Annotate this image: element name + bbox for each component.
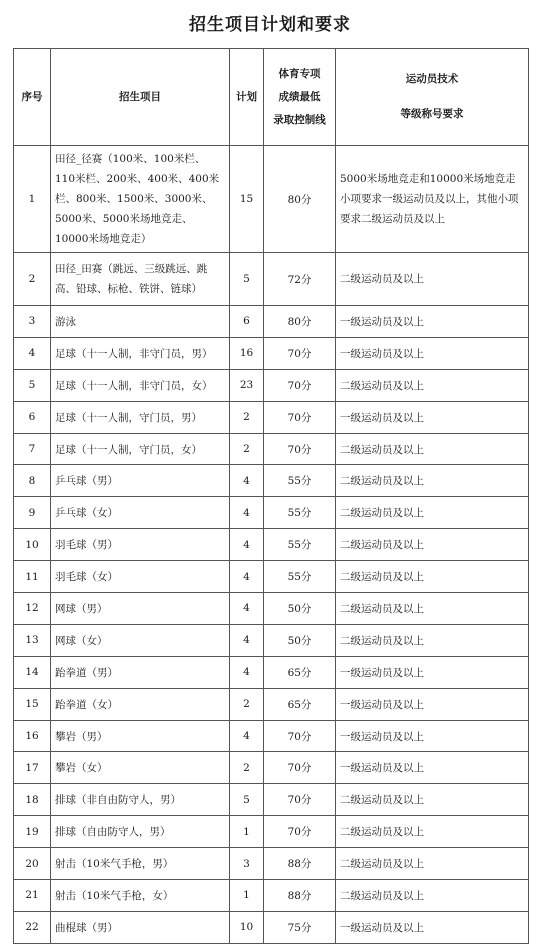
cell-plan: 15 [230,146,264,253]
cell-plan: 4 [230,465,264,497]
cell-level: 二级运动员及以上 [336,880,529,912]
cell-score: 55分 [264,529,336,561]
cell-program: 跆拳道（男） [51,656,230,688]
table-row [14,752,529,784]
cell-program: 攀岩（女） [51,752,230,784]
table-row [14,656,529,688]
cell-seq: 6 [14,401,51,433]
cell-seq: 9 [14,497,51,529]
cell-plan: 4 [230,497,264,529]
cell-level: 二级运动员及以上 [336,253,529,306]
table-row [14,816,529,848]
table-row [14,306,529,338]
cell-plan: 6 [230,306,264,338]
header-level-line2: 等级称号要求 [400,108,464,120]
cell-plan: 4 [230,624,264,656]
cell-program: 足球（十一人制，守门员，男） [51,401,230,433]
cell-score: 88分 [264,848,336,880]
cell-score: 55分 [264,465,336,497]
cell-program: 网球（女） [51,624,230,656]
table-row [14,911,529,943]
cell-plan: 1 [230,880,264,912]
cell-seq: 7 [14,433,51,465]
cell-program: 田径_田赛（跳远、三级跳远、跳高、铅球、标枪、铁饼、链球） [51,253,230,306]
cell-program: 乒乓球（女） [51,497,230,529]
cell-score: 75分 [264,911,336,943]
cell-seq: 17 [14,752,51,784]
cell-plan: 4 [230,656,264,688]
cell-score: 70分 [264,369,336,401]
table-row [14,369,529,401]
cell-score: 70分 [264,720,336,752]
table-row [14,465,529,497]
cell-score: 65分 [264,688,336,720]
cell-plan: 2 [230,688,264,720]
cell-level: 一级运动员及以上 [336,720,529,752]
cell-level: 二级运动员及以上 [336,816,529,848]
cell-level: 5000米场地竞走和10000米场地竞走小项要求一级运动员及以上，其他小项要求二级运动员及以上 [336,146,529,253]
admissions-table [13,48,529,944]
cell-level: 一级运动员及以上 [336,911,529,943]
header-score-line3: 录取控制线 [273,113,326,126]
cell-seq: 16 [14,720,51,752]
cell-program: 射击（10米气手枪，女） [51,880,230,912]
cell-seq: 18 [14,784,51,816]
table-row [14,880,529,912]
cell-program: 足球（十一人制，守门员，女） [51,433,230,465]
table-body [14,146,529,944]
cell-plan: 2 [230,401,264,433]
cell-plan: 4 [230,720,264,752]
cell-plan: 4 [230,593,264,625]
cell-score: 65分 [264,656,336,688]
cell-score: 50分 [264,624,336,656]
cell-score: 70分 [264,816,336,848]
table-row [14,688,529,720]
cell-program: 足球（十一人制，非守门员，男） [51,337,230,369]
cell-level: 二级运动员及以上 [336,593,529,625]
cell-plan: 23 [230,369,264,401]
cell-level: 一级运动员及以上 [336,656,529,688]
cell-plan: 2 [230,752,264,784]
table-row [14,593,529,625]
cell-score: 80分 [264,146,336,253]
cell-level: 一级运动员及以上 [336,306,529,338]
table-row [14,337,529,369]
cell-seq: 8 [14,465,51,497]
cell-score: 80分 [264,306,336,338]
table-row [14,497,529,529]
cell-level: 二级运动员及以上 [336,433,529,465]
cell-score: 70分 [264,433,336,465]
cell-level: 二级运动员及以上 [336,561,529,593]
cell-plan: 1 [230,816,264,848]
header-score-line1: 体育专项 [278,67,321,80]
cell-score: 70分 [264,784,336,816]
cell-program: 田径_径赛（100米、100米栏、110米栏、200米、400米、400米栏、800米、1500米、3000米、5000米、5000米场地竞走、10000米场地竞走） [51,146,230,253]
cell-seq: 15 [14,688,51,720]
cell-plan: 5 [230,253,264,306]
cell-level: 二级运动员及以上 [336,529,529,561]
table-row [14,848,529,880]
cell-score: 70分 [264,401,336,433]
cell-program: 射击（10米气手枪，男） [51,848,230,880]
cell-seq: 3 [14,306,51,338]
cell-seq: 11 [14,561,51,593]
cell-plan: 3 [230,848,264,880]
cell-program: 足球（十一人制，非守门员，女） [51,369,230,401]
header-program: 招生项目 [51,49,230,146]
cell-seq: 2 [14,253,51,306]
table-header-row [14,49,529,146]
cell-program: 曲棍球（男） [51,911,230,943]
cell-seq: 1 [14,146,51,253]
cell-plan: 16 [230,337,264,369]
cell-plan: 5 [230,784,264,816]
cell-level: 一级运动员及以上 [336,401,529,433]
cell-seq: 10 [14,529,51,561]
cell-level: 二级运动员及以上 [336,497,529,529]
cell-seq: 20 [14,848,51,880]
cell-score: 70分 [264,337,336,369]
table-row [14,561,529,593]
table-row [14,146,529,253]
cell-program: 跆拳道（女） [51,688,230,720]
header-seq: 序号 [14,49,51,146]
cell-seq: 19 [14,816,51,848]
cell-seq: 14 [14,656,51,688]
table-row [14,253,529,306]
cell-program: 游泳 [51,306,230,338]
cell-level: 二级运动员及以上 [336,465,529,497]
table-row [14,433,529,465]
table-row [14,624,529,656]
header-level-line1: 运动员技术 [405,73,459,85]
cell-seq: 13 [14,624,51,656]
table-row [14,529,529,561]
cell-program: 排球（非自由防守人，男） [51,784,230,816]
table-row [14,784,529,816]
cell-seq: 12 [14,593,51,625]
cell-score: 55分 [264,561,336,593]
cell-level: 二级运动员及以上 [336,624,529,656]
cell-program: 羽毛球（女） [51,561,230,593]
cell-level: 二级运动员及以上 [336,848,529,880]
cell-program: 排球（自由防守人，男） [51,816,230,848]
header-level [336,49,529,146]
cell-score: 55分 [264,497,336,529]
cell-program: 乒乓球（男） [51,465,230,497]
cell-level: 二级运动员及以上 [336,369,529,401]
table-row [14,401,529,433]
cell-seq: 4 [14,337,51,369]
cell-program: 攀岩（男） [51,720,230,752]
cell-plan: 2 [230,433,264,465]
header-plan: 计划 [230,49,264,146]
cell-score: 50分 [264,593,336,625]
cell-level: 一级运动员及以上 [336,688,529,720]
header-score [264,49,336,146]
cell-seq: 22 [14,911,51,943]
cell-plan: 4 [230,529,264,561]
cell-seq: 5 [14,369,51,401]
cell-level: 一级运动员及以上 [336,337,529,369]
cell-program: 网球（男） [51,593,230,625]
cell-program: 羽毛球（男） [51,529,230,561]
header-score-line2: 成绩最低 [278,90,321,103]
cell-level: 二级运动员及以上 [336,784,529,816]
cell-score: 70分 [264,752,336,784]
cell-seq: 21 [14,880,51,912]
cell-plan: 10 [230,911,264,943]
table-row [14,720,529,752]
cell-score: 88分 [264,880,336,912]
page-title: 招生项目计划和要求 [189,15,351,35]
cell-plan: 4 [230,561,264,593]
cell-level: 一级运动员及以上 [336,752,529,784]
cell-score: 72分 [264,253,336,306]
